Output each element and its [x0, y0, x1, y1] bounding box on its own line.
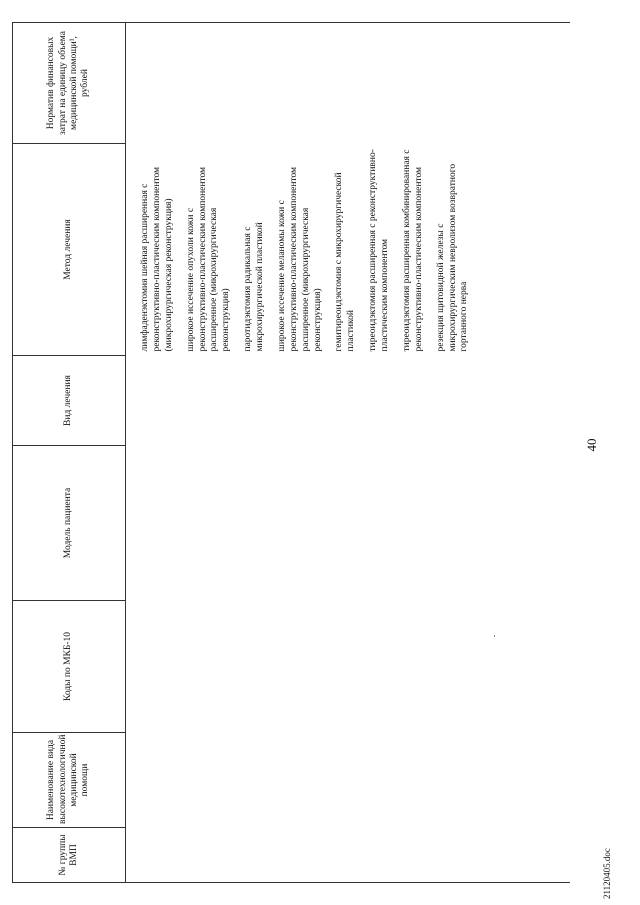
cell-group-number: [126, 828, 571, 883]
col-header-group-number: № группы ВМП: [13, 828, 126, 883]
method-item: широкое иссечение меланомы кожи с реконструктивно-пластическим компонентом расширенное (микрохирургическая реконструкция): [276, 166, 323, 352]
method-item: паротидэктомия радикальная с микрохирургической пластикой: [243, 222, 265, 352]
page-number: 40: [584, 438, 599, 452]
col-header-icd-codes: Коды по МКБ-10: [13, 601, 126, 733]
col-header-treatment-method: Метод лечения: [13, 144, 126, 356]
method-item: гемитиреоидэктомия с микрохирургической пластикой: [334, 172, 357, 352]
cell-patient-model: [126, 446, 571, 601]
cell-vmp-name: [126, 733, 571, 828]
col-header-cost-standard: Норматив финансовых затрат на единицу объема медицинской помощи¹, рублей: [13, 23, 126, 144]
method-item: широкое иссечение опухоли кожи с реконструктивно-пластическим компонентом расширенное (микрохирургическая реконструкция): [185, 166, 232, 352]
cell-treatment-type: [126, 356, 571, 446]
scan-speck: [494, 635, 495, 637]
col-header-treatment-type: Вид лечения: [13, 356, 126, 446]
method-item: тиреоидэктомия расширенная с реконструктивно-пластическим компонентом: [368, 149, 390, 352]
cell-cost-standard: [126, 23, 571, 144]
method-item: тиреоидэктомия расширенная комбинированная с реконструктивно-пластическим компонентом: [401, 149, 424, 352]
vmp-table: [12, 22, 570, 883]
method-item: лимфаденэктомия шейная расширенная с реконструктивно-пластическим компонентом (микрохирургическая реконструкция): [140, 166, 174, 352]
document-code: 21120405.doc: [602, 848, 612, 899]
method-item: резекция щитовидной железы с микрохирургическим невролизом возвратного гортанного нерва: [435, 163, 470, 352]
cell-treatment-methods: [126, 144, 571, 356]
col-header-vmp-name: Наименование вида высокотехнологичной медицинской помощи: [13, 733, 126, 828]
table-header-row: [13, 23, 126, 883]
table-row: [126, 23, 571, 883]
cell-icd-codes: [126, 601, 571, 733]
col-header-patient-model: Модель пациента: [13, 446, 126, 601]
